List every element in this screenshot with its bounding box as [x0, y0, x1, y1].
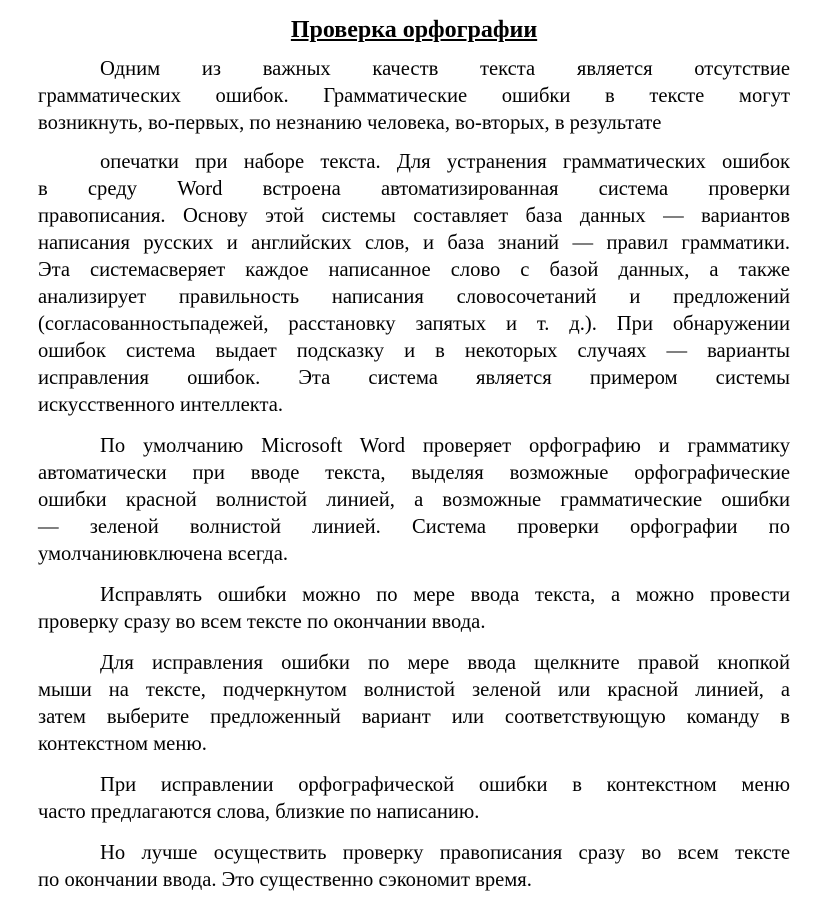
- text-line: правописания. Основу этой системы составляет база данных — вариантов: [38, 205, 790, 227]
- text-line: возникнуть, во-первых, по незнанию человека, во-вторых, в результате: [38, 112, 662, 134]
- page-title: Проверка орфографии: [290, 17, 538, 43]
- text-line: опечатки при наборе текста. Для устранения грамматических ошибок: [100, 151, 790, 173]
- paragraph-3: [38, 433, 790, 568]
- text-line: Одним из важных качеств текста является отсутствие: [100, 58, 790, 80]
- text-line: При исправлении орфографической ошибки в контекстном меню: [100, 774, 790, 796]
- text-line: (согласованностьпадежей, расстановку запятых и т. д.). При обнаружении: [38, 313, 790, 335]
- text-line: мыши на тексте, подчеркнутом волнистой зеленой или красной линией, а: [38, 679, 790, 701]
- text-line: — зеленой волнистой линией. Система проверки орфографии по: [38, 516, 790, 538]
- paragraph-4: [38, 582, 790, 636]
- text-line: написания русских и английских слов, и база знаний — правил грамматики.: [38, 232, 790, 254]
- text-line: искусственного интеллекта.: [38, 394, 284, 416]
- text-line: часто предлагаются слова, близкие по написанию.: [38, 801, 480, 823]
- text-line: Исправлять ошибки можно по мере ввода текста, а можно провести: [100, 584, 790, 606]
- text-line: умолчаниювключена всегда.: [38, 543, 289, 565]
- text-line: Но лучше осуществить проверку правописания сразу во всем тексте: [100, 842, 790, 864]
- paragraph-7: [38, 840, 790, 894]
- text-line: По умолчанию Microsoft Word проверяет орфографию и грамматику: [100, 435, 790, 457]
- paragraph-2: [38, 149, 790, 419]
- paragraph-1: [38, 56, 790, 137]
- text-line: грамматических ошибок. Грамматические ошибки в тексте могут: [38, 85, 790, 107]
- text-line: исправления ошибок. Эта система является примером системы: [38, 367, 790, 389]
- text-line: проверку сразу во всем тексте по окончании ввода.: [38, 611, 486, 633]
- text-line: Для исправления ошибки по мере ввода щелкните правой кнопкой: [100, 652, 790, 674]
- paragraph-6: [38, 772, 790, 826]
- text-line: автоматически при вводе текста, выделяя возможные орфографические: [38, 462, 790, 484]
- text-line: по окончании ввода. Это существенно сэкономит время.: [38, 869, 532, 891]
- text-line: Эта системасверяет каждое написанное слово с базой данных, а также: [38, 259, 790, 281]
- text-line: затем выберите предложенный вариант или соответствующую команду в: [38, 706, 790, 728]
- text-line: контекстном меню.: [38, 733, 207, 755]
- text-line: анализирует правильность написания словосочетаний и предложений: [38, 286, 790, 308]
- text-line: ошибок система выдает подсказку и в некоторых случаях — варианты: [38, 340, 790, 362]
- text-line: ошибки красной волнистой линией, а возможные грамматические ошибки: [38, 489, 790, 511]
- document-page: [38, 14, 790, 908]
- paragraph-5: [38, 650, 790, 758]
- text-line: в среду Word встроена автоматизированная система проверки: [38, 178, 790, 200]
